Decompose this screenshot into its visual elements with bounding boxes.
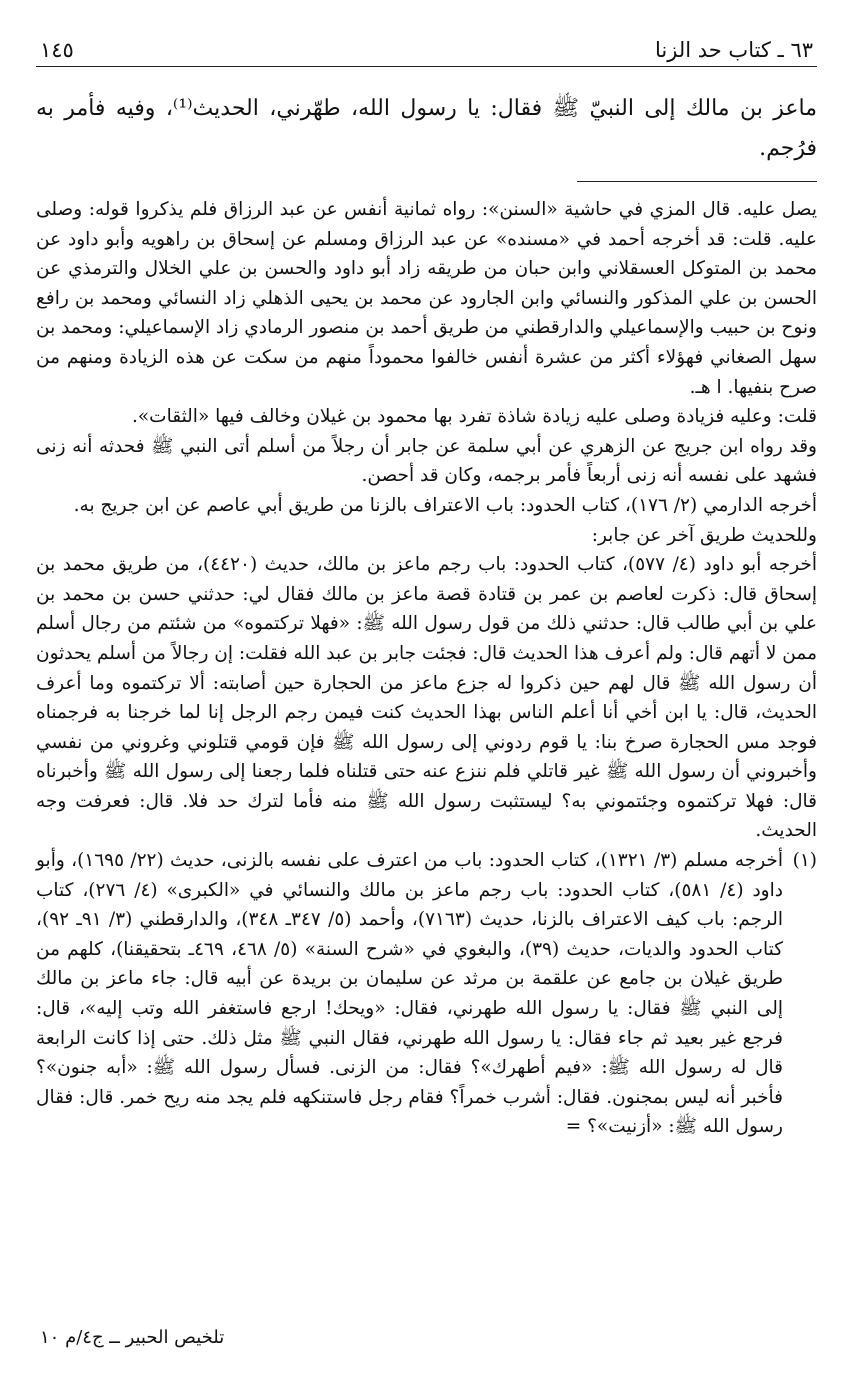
footnote-separator-area — [36, 169, 817, 195]
footnote-separator — [577, 181, 817, 182]
commentary-paragraph: وقد رواه ابن جريج عن الزهري عن أبي سلمة عن جابر أن رجلاً من أسلم أتى النبي ﷺ فحدثه أنه زنى فشهد على نفسه أنه زنى أربعاً فأمر برجمه، وكان قد أحصن. — [36, 435, 817, 487]
commentary-paragraph: أخرجه أبو داود (٤/ ٥٧٧)، كتاب الحدود: باب رجم ماعز بن مالك، حديث (٤٤٢٠)، من طريق محمد بن إسحاق قال: ذكرت لعاصم بن عمر بن قتادة قصة ماعز بن مالك فقال لي: حدثني حسن بن محمد بن علي بن أبي طالب قال: حدثني ذلك من قول رسول الله ﷺ: «فهلا تركتموه» من شئتم من رجال أسلم ممن لا أتهم قال: ولم أعرف هذا الحديث قال: فجئت جابر بن عبد الله فقلت: إن رجالاً من أسلم يحدثون أن رسول الله ﷺ قال لهم حين ذكروا له جزع ماعز من الحجارة حين أصابته: ألا تركتموه وما أعرف الحديث، قال: يا ابن أخي أنا أعلم الناس بهذا الحديث كنت فيمن رجم الرجل إنا لما خرجنا به فرجمناه فوجد مس الحجارة صرخ بنا: يا قوم ردوني إلى رسول الله ﷺ فإن قومي قتلوني وغروني من نفسي وأخبروني أن رسول الله ﷺ غير قاتلي فلم ننزع عنه حتى قتلناه فلما رجعنا إلى رسول الله ﷺ وأخبرناه قال: فهلا تركتموه وجئتموني به؟ ليستثبت رسول الله ﷺ منه فأما لترك حد فلا. قال: فعرفت وجه الحديث. — [36, 554, 817, 842]
commentary-paragraph: قلت: وعليه فزيادة وصلى عليه زيادة شاذة تفرد بها محمود بن غيلان وخالف فيها «الثقات». — [131, 406, 817, 428]
commentary — [36, 195, 817, 846]
footnote-number: (١) — [792, 850, 817, 872]
page-footer: تلخيص الحبير ــ ج٤/م ١٠ — [40, 1327, 225, 1348]
page-header — [36, 22, 817, 67]
footnote-1 — [36, 846, 817, 1142]
running-title: ٦٣ ـ كتاب حد الزنا — [655, 38, 813, 62]
commentary-paragraph: يصل عليه. قال المزي في حاشية «السنن»: رواه ثمانية أنفس عن عبد الرزاق فلم يذكروا قوله: وصلى عليه. قلت: قد أخرجه أحمد في «مسنده» عن عبد الرزاق ومسلم عن إسحاق بن راهويه وأبو داود عن محمد بن المتوكل العسقلاني وابن حبان من طريقه زاد أبو داود والحسن بن علي الخلال والترمذي عن الحسن بن علي المذكور والنسائي وابن الجارود عن محمد بن يحيى الذهلي زاد النسائي ومحمد بن رافع ونوح بن حبيب والإسماعيلي والدارقطني من طريق أحمد بن منصور الرمادي زاد الإسماعيلي: ومحمد بن سهل الصغاني فهؤلاء أكثر من عشرة أنفس خالفوا محموداً منهم من سكت عن هذه الزيادة ومنهم من صرح بنفيها. ا هـ. — [36, 199, 817, 398]
footnote-text: أخرجه مسلم (٣/ ١٣٢١)، كتاب الحدود: باب من اعترف على نفسه بالزنى، حديث (٢٢/ ١٦٩٥)، وأبو داود (٤/ ٥٨١)، كتاب الحدود: باب رجم ماعز بن مالك والنسائي في «الكبرى» (٤/ ٢٧٦)، كتاب الرجم: باب كيف الاعتراف بالزنا، حديث (٧١٦٣)، وأحمد (٥/ ٣٤٧ـ ٣٤٨)، والدارقطني (٣/ ٩١ـ ٩٢)، كتاب الحدود والديات، حديث (٣٩)، والبغوي في «شرح السنة» (٥/ ٤٦٨، ٤٦٩ـ بتحقيقنا)، كلهم من طريق غيلان بن جامع عن علقمة بن مرثد عن سليمان بن بريدة عن أبيه قال: جاء ماعز بن مالك إلى النبي ﷺ فقال: يا رسول الله طهرني، فقال: «ويحك! ارجع فاستغفر الله وتب إليه»، قال: فرجع غير بعيد ثم جاء فقال: يا رسول الله طهرني، فقال النبي ﷺ مثل ذلك. حتى إذا كانت الرابعة قال له رسول الله ﷺ: «فيم أطهرك»؟ فقال: من الزنى. فسأل رسول الله ﷺ: «أبه جنون»؟ فأخبر أنه ليس بمجنون. فقال: أشرب خمراً؟ فقام رجل فاستنكهه فلم يجد منه ريح خمر. قال: فقال رسول الله ﷺ: «أزنيت»؟ = — [36, 850, 783, 1138]
page-number: ١٤٥ — [40, 38, 74, 62]
commentary-paragraph: أخرجه الدارمي (٢/ ١٧٦)، كتاب الحدود: باب الاعتراف بالزنا من طريق أبي عاصم عن ابن جريج به. — [73, 494, 817, 516]
main-text: ماعز بن مالك إلى النبيّ ﷺ فقال: يا رسول الله، طهّرني، الحديث⁽¹⁾، وفيه فأمر به فرُجم. — [36, 96, 818, 161]
commentary-paragraph: وللحديث طريق آخر عن جابر: — [591, 524, 817, 546]
